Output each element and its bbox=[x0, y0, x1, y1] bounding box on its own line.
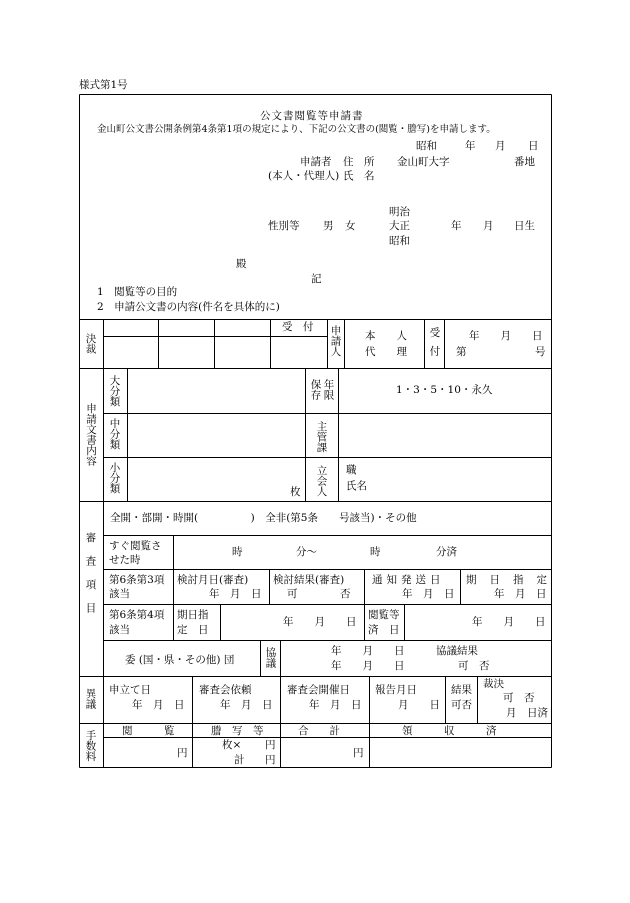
mai-label: 枚 bbox=[290, 486, 301, 498]
tachiai-label: 立会人 bbox=[315, 465, 328, 497]
receipt-gou: 号 bbox=[535, 346, 546, 358]
nengen-label: 年限 bbox=[322, 379, 335, 400]
kijitsu-label: 期日指定 bbox=[466, 574, 560, 586]
tosha-kei: 計 bbox=[234, 754, 245, 766]
kanran-label-1: 閲覧等 bbox=[368, 609, 400, 621]
ryoshu-label: 領 収 済 bbox=[402, 725, 497, 737]
birth-day: 日生 bbox=[514, 220, 535, 232]
retention-options: 1・3・5・10・永久 bbox=[396, 384, 493, 396]
kento-date-value: 年 月 日 bbox=[209, 588, 262, 600]
content-label: 申請文書内容 bbox=[85, 403, 98, 466]
birth-year: 年 bbox=[451, 220, 462, 232]
addressee: 殿 bbox=[236, 258, 247, 270]
ki-heading: 記 bbox=[311, 273, 322, 285]
saiketsu-kahi: 可 否 bbox=[503, 692, 535, 704]
shinsa-label: 審査項目 bbox=[84, 532, 97, 626]
form-number: 様式第1号 bbox=[79, 79, 128, 91]
kijitsu-value: 年 月 日 bbox=[494, 588, 547, 600]
item-purpose: 1 閲覧等の目的 bbox=[97, 286, 178, 298]
shinsa-kaisai-label: 審査会開催日 bbox=[287, 684, 350, 696]
item-content: 2 申請公文書の内容(件名を具体的に) bbox=[97, 301, 280, 313]
etsuran-label: 閲 覧 bbox=[122, 725, 175, 737]
art6-4-label-2: 該当 bbox=[109, 624, 130, 636]
fees-label: 手数料 bbox=[84, 730, 97, 762]
kyogi-label: 協議 bbox=[264, 647, 277, 668]
era-meiji: 明治 bbox=[389, 206, 410, 218]
kyogi-date-2: 年 月 日 bbox=[331, 660, 405, 672]
form-title: 公文書閲覧等申請書 bbox=[260, 110, 364, 122]
immediate-label-2: せた時 bbox=[109, 554, 141, 566]
kekka-label: 結果 bbox=[451, 684, 472, 696]
tsuchi-label: 通知発送日 bbox=[372, 574, 445, 586]
kekka-kahi: 可否 bbox=[451, 699, 472, 711]
kyogi-result-kahi: 可 否 bbox=[458, 660, 490, 672]
tosha-yen: 円 bbox=[265, 739, 276, 751]
tosha-kei-yen: 円 bbox=[265, 754, 276, 766]
moushitate-label: 申立て日 bbox=[109, 684, 151, 696]
kanran-label-2: 済 日 bbox=[368, 624, 400, 636]
date-year: 年 bbox=[465, 140, 476, 152]
gender-male: 男 bbox=[323, 220, 334, 232]
shoku-label: 職 bbox=[346, 464, 357, 476]
dai-bunrui: 大分類 bbox=[108, 375, 121, 407]
shinsa-kaisai-value: 年 月 日 bbox=[309, 699, 362, 711]
uketsuke-label: 受 付 bbox=[282, 321, 314, 333]
hozon-label: 保存 bbox=[309, 379, 322, 400]
shinseinin-label: 申請人 bbox=[329, 325, 342, 357]
immediate-label-1: すぐ閲覧さ bbox=[109, 540, 162, 552]
shinsa-irai-value: 年 月 日 bbox=[220, 699, 273, 711]
receipt-label: 受付 bbox=[428, 327, 441, 364]
art6-4-label-1: 第6条第4項 bbox=[109, 609, 165, 621]
gokei-label: 合 計 bbox=[298, 725, 340, 737]
name-label: 氏 名 bbox=[343, 170, 375, 182]
art6-3-label-1: 第6条第3項 bbox=[109, 574, 165, 586]
receipt-date: 年 月 日 bbox=[469, 330, 543, 342]
date-era: 昭和 bbox=[416, 140, 437, 152]
era-taisho: 大正 bbox=[389, 220, 410, 232]
tosha-mai: 枚× bbox=[222, 739, 242, 751]
preamble: 金山町公文書公開条例第4条第1項の規定により、下記の公文書の(閲覧・謄写)を申請します。 bbox=[97, 124, 496, 135]
applicant-role: (本人・代理人) bbox=[268, 170, 340, 182]
sho-bunrui: 小分類 bbox=[108, 462, 121, 494]
saiketsu-date: 月 日済 bbox=[506, 707, 548, 719]
honnin: 本 人 bbox=[365, 330, 407, 342]
chu-bunrui: 中分類 bbox=[108, 418, 121, 450]
address-value: 金山町大字 bbox=[397, 156, 450, 168]
birth-month: 月 bbox=[483, 220, 494, 232]
era-showa: 昭和 bbox=[389, 235, 410, 247]
kento-result-hi: 否 bbox=[340, 588, 351, 600]
kessai-label: 決裁 bbox=[84, 333, 97, 354]
receipt-dai: 第 bbox=[456, 346, 467, 358]
kento-result-ka: 可 bbox=[287, 588, 298, 600]
disclosure-options: 全開・部開・時開( ) 全非(第5条 号該当)・その他 bbox=[110, 512, 417, 524]
shinsa-irai-label: 審査会依頼 bbox=[199, 684, 252, 696]
tosha-label: 謄 写 等 bbox=[211, 725, 264, 737]
kanran-value: 年 月 日 bbox=[472, 616, 546, 628]
igi-label: 異議 bbox=[84, 688, 97, 709]
kyogi-date-1: 年 月 日 bbox=[331, 645, 405, 657]
kijitsu-shitei-1: 期日指 bbox=[177, 609, 209, 621]
kento-result-label: 検討結果(審査) bbox=[273, 574, 345, 586]
gokei-yen: 円 bbox=[353, 747, 364, 759]
applicant-label: 申請者 bbox=[300, 156, 332, 168]
address-label: 住 所 bbox=[343, 156, 375, 168]
saiketsu-label: 裁決 bbox=[483, 678, 504, 690]
dairi: 代 理 bbox=[365, 346, 407, 358]
kento-date-label: 検討月日(審査) bbox=[177, 574, 249, 586]
hokoku-label: 報告月日 bbox=[375, 684, 417, 696]
date-month: 月 bbox=[495, 140, 506, 152]
shimei-label: 氏名 bbox=[346, 480, 367, 492]
kyogi-result-label: 協議結果 bbox=[436, 645, 478, 657]
minute-to: 分〜 bbox=[296, 546, 317, 558]
time-to: 時 bbox=[370, 546, 381, 558]
shukan-label: 主管課 bbox=[315, 421, 328, 453]
kijitsu-shitei-value: 年 月 日 bbox=[283, 616, 357, 628]
date-day: 日 bbox=[528, 140, 539, 152]
etsuran-yen: 円 bbox=[177, 747, 188, 759]
committee: 委 (国・県・その他) 団 bbox=[125, 654, 235, 666]
gender-female: 女 bbox=[345, 220, 356, 232]
kijitsu-shitei-2: 定 日 bbox=[177, 624, 209, 636]
gender-label: 性別等 bbox=[268, 220, 300, 232]
hokoku-value: 月 日 bbox=[398, 699, 440, 711]
art6-3-label-2: 該当 bbox=[109, 588, 130, 600]
minute-done: 分済 bbox=[436, 546, 457, 558]
tsuchi-value: 年 月 日 bbox=[402, 588, 455, 600]
time-from: 時 bbox=[232, 546, 243, 558]
moushitate-value: 年 月 日 bbox=[132, 699, 185, 711]
banchi: 番地 bbox=[514, 156, 535, 168]
